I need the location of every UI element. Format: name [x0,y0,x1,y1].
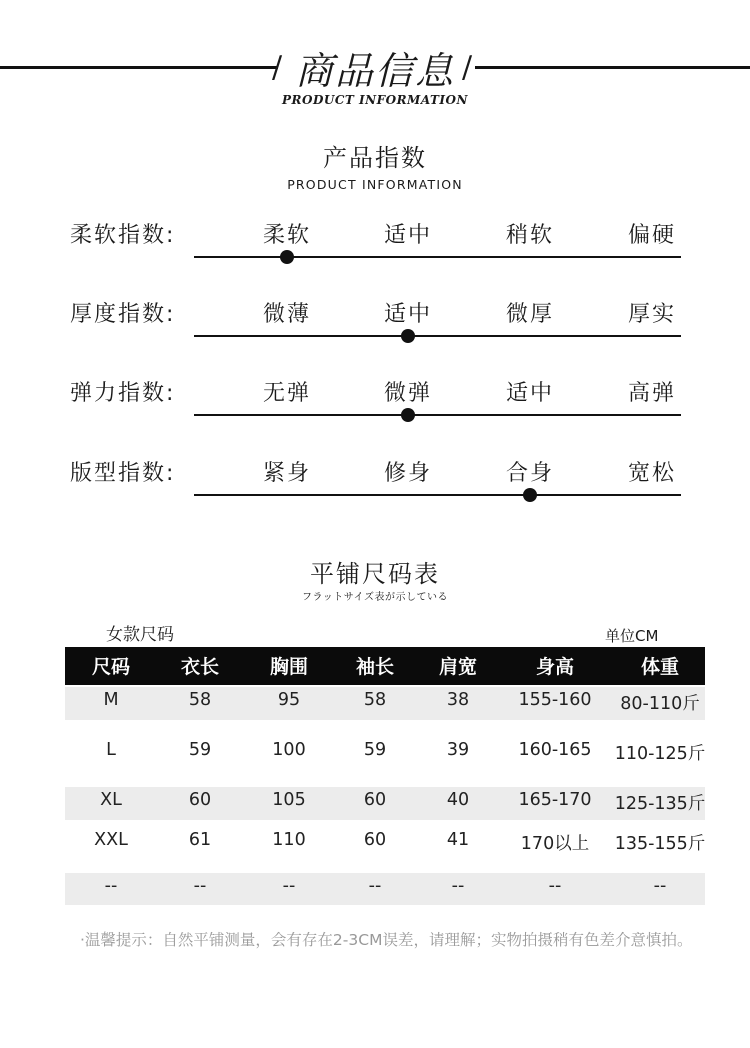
index-option: 适中 [383,302,432,327]
index-option: 适中 [383,223,432,248]
size-table-column-header: 肩宽 [438,656,477,678]
size-table-column-header: 尺码 [91,656,130,678]
size-table-cell: 41 [446,830,470,850]
size-table-cell: 160-165 [518,740,592,760]
size-table-cell: -- [451,876,465,896]
index-option: 紧身 [262,461,311,486]
index-marker-dot [523,488,537,502]
index-option: 微薄 [262,302,311,327]
index-scale-line [194,494,681,496]
page-title: 商品信息 [294,49,455,93]
index-option: 适中 [505,381,554,406]
size-table-cell: 60 [363,830,387,850]
index-scale-line [194,414,681,416]
size-table-cell: -- [193,876,207,896]
size-table-cell: 100 [272,740,306,760]
size-table-cell: 135-155斤 [614,834,706,854]
index-label: 版型指数: [70,461,176,486]
index-option: 高弹 [627,381,676,406]
size-table-cell: 38 [446,690,470,710]
size-table-cell: 125-135斤 [614,794,706,814]
size-caption: 女款尺码 [106,625,174,645]
size-table-cell: 170以上 [520,834,590,854]
index-option: 修身 [383,461,432,486]
index-option: 柔软 [262,223,311,248]
header-left-slash: / [272,50,283,85]
index-label: 弹力指数: [70,381,176,406]
index-label: 厚度指数: [70,302,176,327]
size-table-cell: XL [100,790,122,810]
size-table-cell: 105 [272,790,306,810]
index-option: 微弹 [383,381,432,406]
index-option: 宽松 [627,461,676,486]
index-option: 稍软 [505,223,554,248]
index-marker-dot [401,329,415,343]
size-table-column-header: 胸围 [269,656,308,678]
header-right-slash: / [462,50,473,85]
size-table-column-header: 衣长 [180,656,219,678]
size-table-cell: 59 [363,740,387,760]
index-marker-dot [401,408,415,422]
size-table-cell: -- [548,876,562,896]
size-table-cell: 60 [188,790,212,810]
size-section-subtitle: フラットサイズ表が示している [302,592,448,603]
size-table-cell: 110 [272,830,306,850]
size-table-cell: 58 [363,690,387,710]
index-scale-line [194,335,681,337]
size-table-cell: XXL [94,830,128,850]
size-section-title: 平铺尺码表 [310,560,440,588]
size-table-cell: 80-110斤 [620,694,700,714]
index-section-title: 产品指数 [323,144,427,172]
index-marker-dot [280,250,294,264]
header-left-rule [0,66,278,69]
size-table-cell: -- [368,876,382,896]
size-table-cell: 155-160 [518,690,592,710]
size-table-cell: 61 [188,830,212,850]
size-table-cell: 95 [277,690,301,710]
index-option: 无弹 [262,381,311,406]
size-table-cell: -- [104,876,118,896]
index-option: 微厚 [505,302,554,327]
size-note: ·温馨提示：自然平铺测量，会有存在2-3CM误差，请理解；实物拍摄稍有色差介意慎拍。 [80,931,693,949]
index-label: 柔软指数: [70,223,176,248]
size-table-cell: 58 [188,690,212,710]
size-unit: 单位CM [605,627,659,645]
size-table-cell: 165-170 [518,790,592,810]
size-table-column-header: 袖长 [355,656,394,678]
index-option: 厚实 [627,302,676,327]
index-section-subtitle: PRODUCT INFORMATION [287,177,463,192]
header-right-rule [475,66,750,69]
index-option: 合身 [505,461,554,486]
size-table-column-header: 体重 [640,656,679,678]
size-table-cell: 110-125斤 [614,744,706,764]
size-table-cell: -- [653,876,667,896]
size-table-cell: 40 [446,790,470,810]
size-table-column-header: 身高 [535,656,574,678]
index-option: 偏硬 [627,223,676,248]
size-table-cell: 59 [188,740,212,760]
index-scale-line [194,256,681,258]
page-subtitle: PRODUCT INFORMATION [282,93,468,107]
size-table-cell: L [106,740,116,760]
size-table-cell: 60 [363,790,387,810]
size-table-cell: -- [282,876,296,896]
size-table-cell: M [103,690,119,710]
size-table-cell: 39 [446,740,470,760]
